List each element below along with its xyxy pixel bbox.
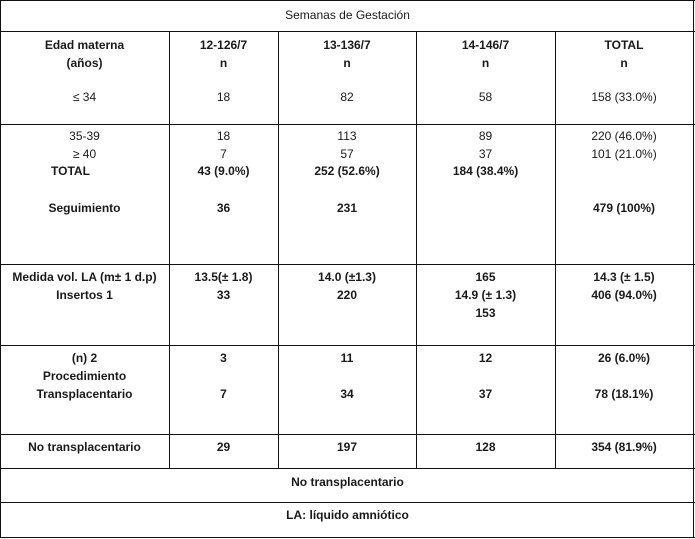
row-le34-c1-text: 18 — [216, 90, 231, 104]
row-le34-c1 — [169, 88, 278, 106]
header-col4-line2: n — [620, 56, 628, 70]
row-le34-label-text: ≤ 34 — [72, 90, 97, 104]
block2-ages-c4 — [555, 127, 693, 163]
row-medida-label: Medida vol. LA (m± 1 d.p) — [12, 270, 157, 284]
header-col1-line2: n — [219, 56, 228, 70]
table-title — [0, 6, 695, 24]
row-seguimiento-label-text: Seguimiento — [48, 201, 121, 215]
row-no-transplacentario-c1-text: 29 — [216, 440, 231, 454]
footer-row-1 — [0, 473, 695, 491]
rule-after-block4 — [0, 434, 695, 435]
row-le34-c3 — [416, 88, 555, 106]
header-col2 — [278, 36, 416, 72]
block3-label — [0, 268, 169, 304]
row-n2-label: (n) 2 — [71, 351, 98, 365]
header-col1 — [169, 36, 278, 72]
row-seguimiento-c3 — [416, 199, 555, 217]
row-no-transplacentario-label-text: No transplacentario — [28, 440, 141, 454]
row-35-39-c1: 18 — [216, 129, 231, 143]
row-seguimiento-c2-text: 231 — [336, 201, 358, 215]
row-le34-label — [0, 88, 169, 106]
row-insertos-c2: 220 — [336, 288, 358, 302]
block3-c3 — [416, 268, 555, 322]
row-extra-c3: 153 — [475, 306, 496, 320]
row-no-transplacentario-c4 — [555, 438, 693, 456]
row-le34-c2 — [278, 88, 416, 106]
row-transplacentario-c4: 78 (18.1%) — [594, 387, 654, 401]
header-col0-line1: Edad materna — [44, 38, 125, 52]
block4-c4 — [555, 349, 693, 403]
rule-bottom — [0, 537, 695, 538]
rule-after-header — [0, 124, 695, 125]
header-col3-line2: n — [481, 56, 490, 70]
row-35-39-c4: 220 (46.0%) — [591, 129, 657, 143]
row-35-39-c2: 113 — [337, 129, 357, 143]
block3-c4 — [555, 268, 693, 304]
row-total-c1-text: 43 (9.0%) — [197, 164, 250, 178]
header-col0 — [0, 36, 169, 72]
row-total-c1 — [169, 162, 278, 180]
row-total-c4 — [555, 162, 693, 180]
row-no-transplacentario-c2 — [278, 438, 416, 456]
row-medida-c4: 14.3 (± 1.5) — [593, 270, 655, 284]
row-seguimiento-c4 — [555, 199, 693, 217]
row-no-transplacentario-c3 — [416, 438, 555, 456]
row-procedimiento-label: Procedimiento — [42, 369, 127, 383]
row-insertos-c4: 406 (94.0%) — [591, 288, 657, 302]
row-total-label — [0, 162, 141, 180]
row-seguimiento-c2 — [278, 199, 416, 217]
row-insertos-c3: 14.9 (± 1.3) — [454, 288, 517, 302]
row-n2-c3: 12 — [478, 351, 493, 365]
rule-after-footer1 — [0, 502, 695, 503]
row-transplacentario-c1: 7 — [220, 387, 227, 401]
block3-c1 — [169, 268, 278, 304]
row-transplacentario-label: Transplacentario — [36, 387, 133, 401]
block2-ages-label — [0, 127, 169, 163]
row-no-transplacentario-c1 — [169, 438, 278, 456]
block4-c1 — [169, 349, 278, 403]
row-seguimiento-label — [0, 199, 169, 217]
row-no-transplacentario-c3-text: 128 — [475, 440, 496, 454]
row-n2-c2: 11 — [340, 351, 354, 365]
row-seguimiento-c3-text — [416, 199, 555, 217]
block3-c2 — [278, 268, 416, 304]
block4-c3 — [416, 349, 555, 403]
block4-c2 — [278, 349, 416, 403]
header-col4-line1: TOTAL — [604, 38, 644, 52]
row-total-c2-text: 252 (52.6%) — [314, 164, 380, 178]
block2-ages-c2 — [278, 127, 416, 163]
row-total-c2 — [278, 162, 416, 180]
row-seguimiento-c1 — [169, 199, 278, 217]
row-ge40-c3: 37 — [478, 147, 493, 161]
row-total-c3 — [416, 162, 555, 180]
footer-row-1-text: No transplacentario — [291, 475, 404, 489]
header-col1-line1: 12-126/7 — [199, 38, 248, 52]
row-35-39-label: 35-39 — [69, 129, 100, 143]
rule-after-block5 — [0, 468, 695, 469]
row-total-c3-text: 184 (38.4%) — [452, 164, 519, 178]
header-col0-line2: (años) — [66, 56, 103, 70]
footer-row-2-text: LA: líquido amniótico — [286, 508, 409, 522]
row-seguimiento-c4-text: 479 (100%) — [592, 201, 656, 215]
row-no-transplacentario-c4-text: 354 (81.9%) — [591, 440, 657, 454]
row-medida-c2: 14.0 (±1.3) — [318, 270, 376, 284]
row-total-c4-text — [555, 162, 693, 180]
row-ge40-c1: 7 — [220, 147, 227, 161]
block2-ages-c1 — [169, 127, 278, 163]
row-le34-c4-text: 158 (33.0%) — [591, 90, 657, 104]
rule-top — [0, 0, 695, 1]
rule-after-title — [0, 31, 695, 32]
row-transplacentario-c3: 37 — [478, 387, 493, 401]
row-insertos-c1: 33 — [216, 288, 231, 302]
rule-after-block2 — [0, 264, 695, 265]
header-col4 — [555, 36, 693, 72]
row-total-label-text: TOTAL — [51, 164, 90, 178]
row-seguimiento-c1-text: 36 — [216, 201, 231, 215]
row-le34-c2-text: 82 — [340, 90, 354, 104]
row-transplacentario-c2: 34 — [340, 387, 354, 401]
footer-row-2 — [0, 506, 695, 524]
row-medida-c1: 13.5(± 1.8) — [194, 270, 253, 284]
row-le34-c4 — [555, 88, 693, 106]
header-col2-line1: 13-136/7 — [323, 38, 371, 52]
row-35-39-c3: 89 — [478, 129, 493, 143]
row-insertos-label: Insertos 1 — [56, 288, 113, 302]
row-ge40-c2: 57 — [340, 147, 354, 161]
rule-after-block3 — [0, 345, 695, 346]
block2-ages-c3 — [416, 127, 555, 163]
header-col2-line2: n — [343, 56, 351, 70]
rule-right — [693, 0, 694, 538]
row-no-transplacentario-label — [0, 438, 169, 456]
table-title-text: Semanas de Gestación — [285, 8, 410, 22]
row-le34-c3-text: 58 — [478, 90, 493, 104]
header-col3-line1: 14-146/7 — [461, 38, 510, 52]
row-n2-c4: 26 (6.0%) — [597, 351, 651, 365]
row-n2-c1: 3 — [220, 351, 227, 365]
row-medida-c3: 165 — [475, 270, 496, 284]
block4-label — [0, 349, 169, 403]
row-no-transplacentario-c2-text: 197 — [336, 440, 358, 454]
header-col3 — [416, 36, 555, 72]
row-ge40-label: ≥ 40 — [72, 147, 97, 161]
row-ge40-c4: 101 (21.0%) — [591, 147, 657, 161]
